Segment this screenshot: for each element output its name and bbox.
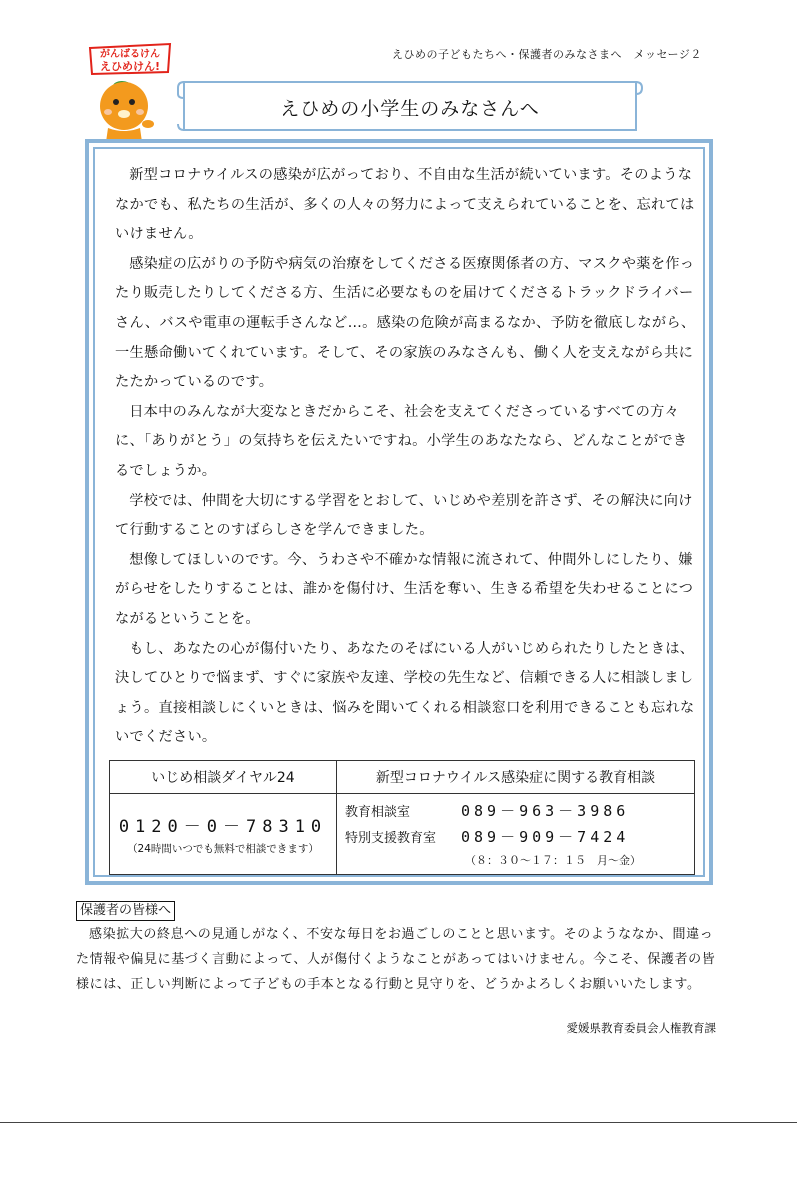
consult-number[interactable]: 089－909－7424 xyxy=(461,828,630,846)
consult-label: 教育相談室 xyxy=(345,805,411,820)
body-paragraph-5: 想像してほしいのです。今、うわさや不確かな情報に流されて、仲間外しにしたり、嫌がらせをしたりすることは、誰かを傷付け、生活を奪い、生きる希望を失わせることにつながるということを。 xyxy=(115,551,694,627)
consultation-table xyxy=(109,760,695,875)
bullying-hotline-cell xyxy=(110,794,337,875)
message-body xyxy=(115,161,697,753)
mascot-logo xyxy=(86,42,174,152)
guardian-section-label: 保護者の皆様へ xyxy=(76,901,175,921)
svg-text:がんばるけん: がんばるけん xyxy=(100,49,160,60)
guardian-paragraph: 感染拡大の終息への見通しがなく、不安な毎日をお過ごしのことと思います。そのようななか、間違った情報や偏見に基づく言動によって、人が傷付くようなことがあってはいけません。今こそ、保護者の皆様には、正しい判断によって子どもの手本となる行動と見守りを、どうかよろしくお願いいたします。 xyxy=(76,927,716,992)
svg-text:えひめけん!: えひめけん! xyxy=(99,60,161,73)
page-title: えひめの小学生のみなさんへ xyxy=(280,97,540,120)
consult-row xyxy=(345,826,686,852)
body-paragraph-3: 日本中のみんなが大変なときだからこそ、社会を支えてくださっているすべての方々に、「ありがとう」の気持ちを伝えたいですね。小学生のあなたなら、どんなことができるでしょうか。 xyxy=(115,403,688,479)
consult-row xyxy=(345,800,686,826)
consult-hours: （８：３０～１７：１５ 月～金） xyxy=(465,854,641,867)
body-paragraph-6: もし、あなたの心が傷付いたり、あなたのそばにいる人がいじめられたりしたときは、決してひとりで悩まず、すぐに家族や友達、学校の先生など、信頼できる人に相談しましょう。直接相談しにくいときは、悩みを聞いてくれる相談窓口を利用できることも忘れないでください。 xyxy=(115,640,695,746)
signature: 愛媛県教育委員会人権教育課 xyxy=(566,1021,716,1035)
consult-label: 特別支援教育室 xyxy=(345,831,437,846)
body-paragraph-2: 感染症の広がりの予防や病気の治療をしてくださる医療関係者の方、マスクや薬を作ったり販売したりしてくださる方、生活に必要なものを届けてくださるトラックドライバーさん、バスや電車の運転手さんなど…。感染の危険が高まるなか、予防を徹底しながら、一生懸命働いてくれています。そして、その家族のみなさんも、働く人を支えながら共にたたかっているのです。 xyxy=(115,255,696,391)
mikyan-mascot-icon xyxy=(86,42,174,152)
bullying-hotline-number[interactable]: 0120－0－78310 xyxy=(118,817,328,837)
message-header: えひめの子どもたちへ・保護者のみなさまへ メッセージ２ xyxy=(392,48,702,61)
bullying-hotline-note: （24時間いつでも無料で相談できます） xyxy=(127,843,319,855)
consult-number[interactable]: 089－963－3986 xyxy=(461,802,630,820)
covid-consult-header: 新型コロナウイルス感染症に関する教育相談 xyxy=(337,761,695,794)
bullying-hotline-header: いじめ相談ダイヤル24 xyxy=(110,761,337,794)
covid-consult-cell xyxy=(337,794,695,875)
message-frame-inner xyxy=(93,147,705,877)
footer-divider xyxy=(0,1122,797,1123)
body-paragraph-1: 新型コロナウイルスの感染が広がっており、不自由な生活が続いています。そのようななかでも、私たちの生活が、多くの人々の努力によって支えられていることを、忘れてはいけません。 xyxy=(115,167,695,243)
message-frame xyxy=(85,139,713,885)
guardian-message xyxy=(76,922,718,997)
body-paragraph-4: 学校では、仲間を大切にする学習をとおして、いじめや差別を許さず、その解決に向けて行動することのすばらしさを学んできました。 xyxy=(115,492,693,539)
